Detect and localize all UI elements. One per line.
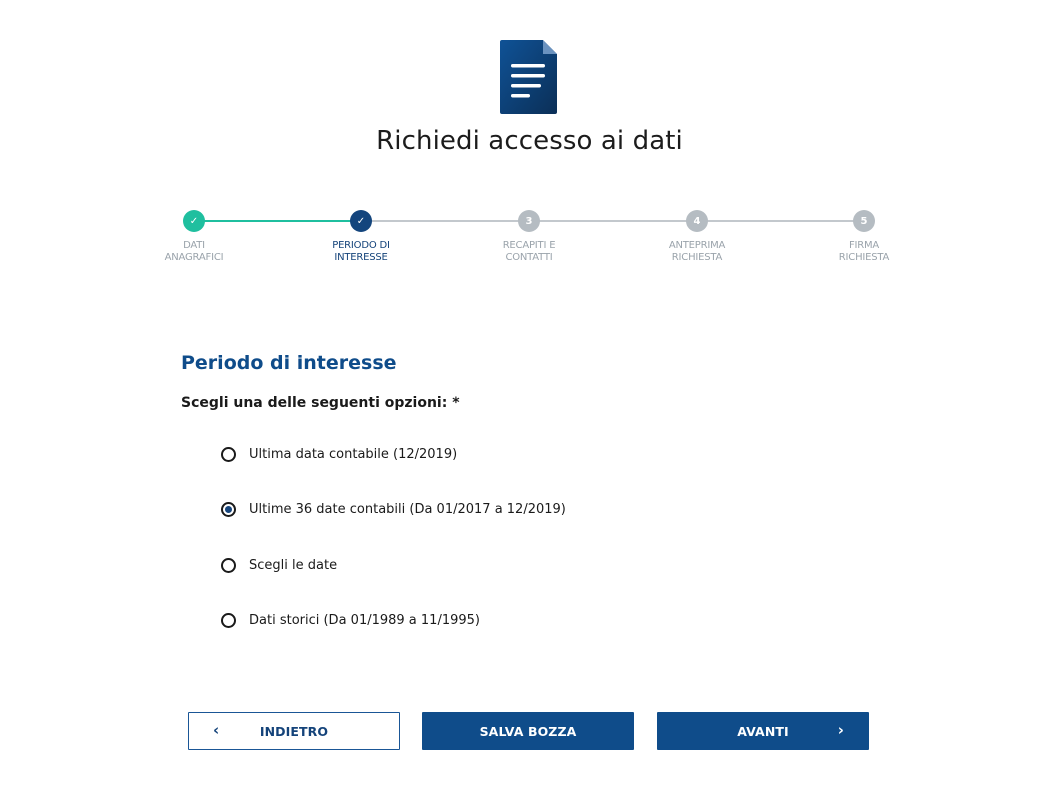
option-ultima-data-contabile[interactable] xyxy=(221,444,457,464)
section-title: Periodo di interesse xyxy=(181,352,397,374)
back-button-label: INDIETRO xyxy=(259,723,329,739)
step-number: 4 xyxy=(686,210,708,232)
step-label: FIRMA RICHIESTA xyxy=(838,240,890,263)
question-label: Scegli una delle seguenti opzioni: * xyxy=(181,395,460,411)
back-button[interactable] xyxy=(188,712,400,750)
stepper-line-todo xyxy=(361,220,864,222)
radio-button-checked[interactable] xyxy=(221,502,236,517)
step-number: 3 xyxy=(518,210,540,232)
option-label: Dati storici (Da 01/1989 a 11/1995) xyxy=(249,612,480,628)
step-anteprima-richiesta[interactable] xyxy=(637,208,757,264)
next-button-label: AVANTI xyxy=(737,723,789,739)
step-number: 5 xyxy=(853,210,875,232)
step-periodo-di-interesse[interactable] xyxy=(301,208,421,264)
option-label: Ultime 36 date contabili (Da 01/2017 a 12/2019) xyxy=(249,501,566,517)
radio-button[interactable] xyxy=(221,558,236,573)
chevron-left-icon: ‹ xyxy=(213,721,220,739)
next-button[interactable] xyxy=(657,712,869,750)
chevron-right-icon: › xyxy=(837,721,844,739)
radio-button[interactable] xyxy=(221,447,236,462)
option-dati-storici[interactable] xyxy=(221,610,480,630)
step-label: DATI ANAGRAFICI xyxy=(164,240,224,263)
option-ultime-36-date[interactable] xyxy=(221,499,566,519)
page-title: Richiedi accesso ai dati xyxy=(376,126,683,156)
step-label: ANTEPRIMA RICHIESTA xyxy=(668,240,726,263)
progress-stepper xyxy=(0,208,1059,288)
step-check-icon: ✓ xyxy=(183,210,205,232)
option-scegli-le-date[interactable] xyxy=(221,555,337,575)
save-draft-button-label: SALVA BOZZA xyxy=(479,723,577,739)
step-label: RECAPITI E CONTATTI xyxy=(502,240,556,263)
step-dati-anagrafici[interactable] xyxy=(134,208,254,264)
save-draft-button[interactable] xyxy=(422,712,634,750)
option-label: Scegli le date xyxy=(249,557,338,573)
option-label: Ultima data contabile (12/2019) xyxy=(249,446,458,462)
step-firma-richiesta[interactable] xyxy=(804,208,924,264)
step-recapiti-e-contatti[interactable] xyxy=(469,208,589,264)
document-icon xyxy=(500,40,557,114)
step-check-icon: ✓ xyxy=(350,210,372,232)
step-label: PERIODO DI INTERESSE xyxy=(332,240,390,263)
radio-button[interactable] xyxy=(221,613,236,628)
